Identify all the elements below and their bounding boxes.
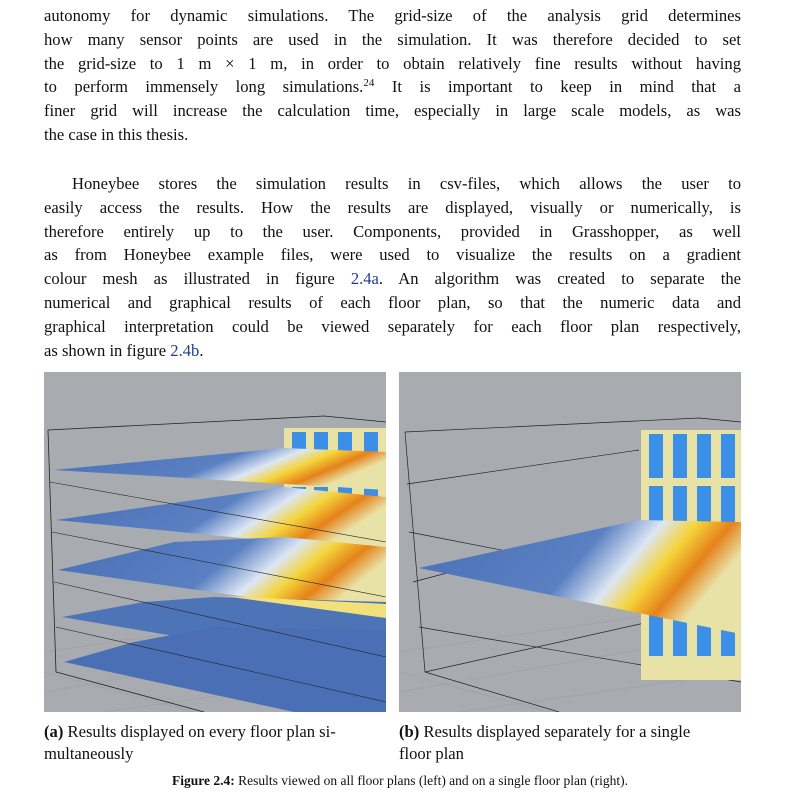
text-line [44, 52, 741, 76]
subfigure-a-label: (a) [44, 722, 64, 741]
figure-2-4a-image [44, 372, 386, 712]
text-segment: the grid-size to 1 m × 1 m, in order to obtain relatively fine results without having [44, 53, 741, 73]
text-line [44, 4, 741, 28]
subfigure-b-label: (b) [399, 722, 420, 741]
text-line [44, 99, 741, 123]
text-line [44, 75, 741, 99]
caption-line: floor plan [399, 744, 464, 763]
text-segment: as from Honeybee example files, were used to visualize the results on a gradient [44, 245, 741, 265]
text-segment: numerical and graphical results of each floor plan, so that the numeric data and [44, 292, 741, 312]
text-segment: to perform immensely long simulations. [44, 77, 364, 97]
caption-line: multaneously [44, 744, 134, 763]
text-line [44, 196, 741, 220]
figure-reference-link[interactable]: 2.4a [350, 269, 379, 289]
figure-caption-text: Results viewed on all floor plans (left) and on a single floor plan (right). [234, 773, 629, 788]
text-segment: colour mesh as illustrated in figure [44, 269, 351, 289]
text-line [44, 315, 741, 339]
caption-line: Results displayed on every floor plan si- [67, 722, 336, 741]
text-line [44, 291, 741, 315]
text-line [44, 28, 741, 52]
text-segment: Honeybee stores the simulation results in csv-files, which allows the user to [72, 174, 741, 193]
paragraph-1 [44, 4, 741, 147]
text-segment: easily access the results. How the results are displayed, visually or numerically, is [44, 197, 741, 217]
text-segment: therefore entirely up to the user. Components, provided in Grasshopper, as well [44, 221, 741, 241]
figure-caption [0, 773, 800, 789]
figure-label: Figure 2.4: [171, 773, 235, 788]
text-line [44, 267, 741, 291]
text-segment: . [199, 340, 204, 360]
text-line [44, 243, 741, 267]
text-segment: . An algorithm was created to separate the [378, 269, 741, 289]
text-segment: finer grid will increase the calculation time, especially in large scale models, as was [44, 101, 741, 121]
footnote-marker[interactable]: 24 [363, 77, 375, 90]
text-segment: the case in this thesis. [44, 124, 189, 144]
text-segment: how many sensor points are used in the simulation. It was therefore decided to set [44, 29, 741, 49]
caption-line: Results displayed separately for a single [423, 722, 691, 741]
figure-2-4b-image [399, 372, 741, 712]
paragraph-2 [44, 172, 741, 362]
figure-reference-link[interactable]: 2.4b [170, 340, 200, 360]
subfigure-a-caption [44, 721, 389, 765]
text-segment: as shown in figure [44, 340, 171, 360]
text-line [44, 172, 741, 196]
text-line [44, 339, 741, 363]
text-segment: graphical interpretation could be viewed separately for each floor plan respectively, [44, 316, 741, 336]
text-line [44, 123, 741, 147]
subfigure-b-caption [399, 721, 744, 765]
text-line [44, 220, 741, 244]
text-segment: It is important to keep in mind that a [374, 77, 742, 97]
text-segment: autonomy for dynamic simulations. The grid-size of the analysis grid determines [44, 6, 741, 25]
